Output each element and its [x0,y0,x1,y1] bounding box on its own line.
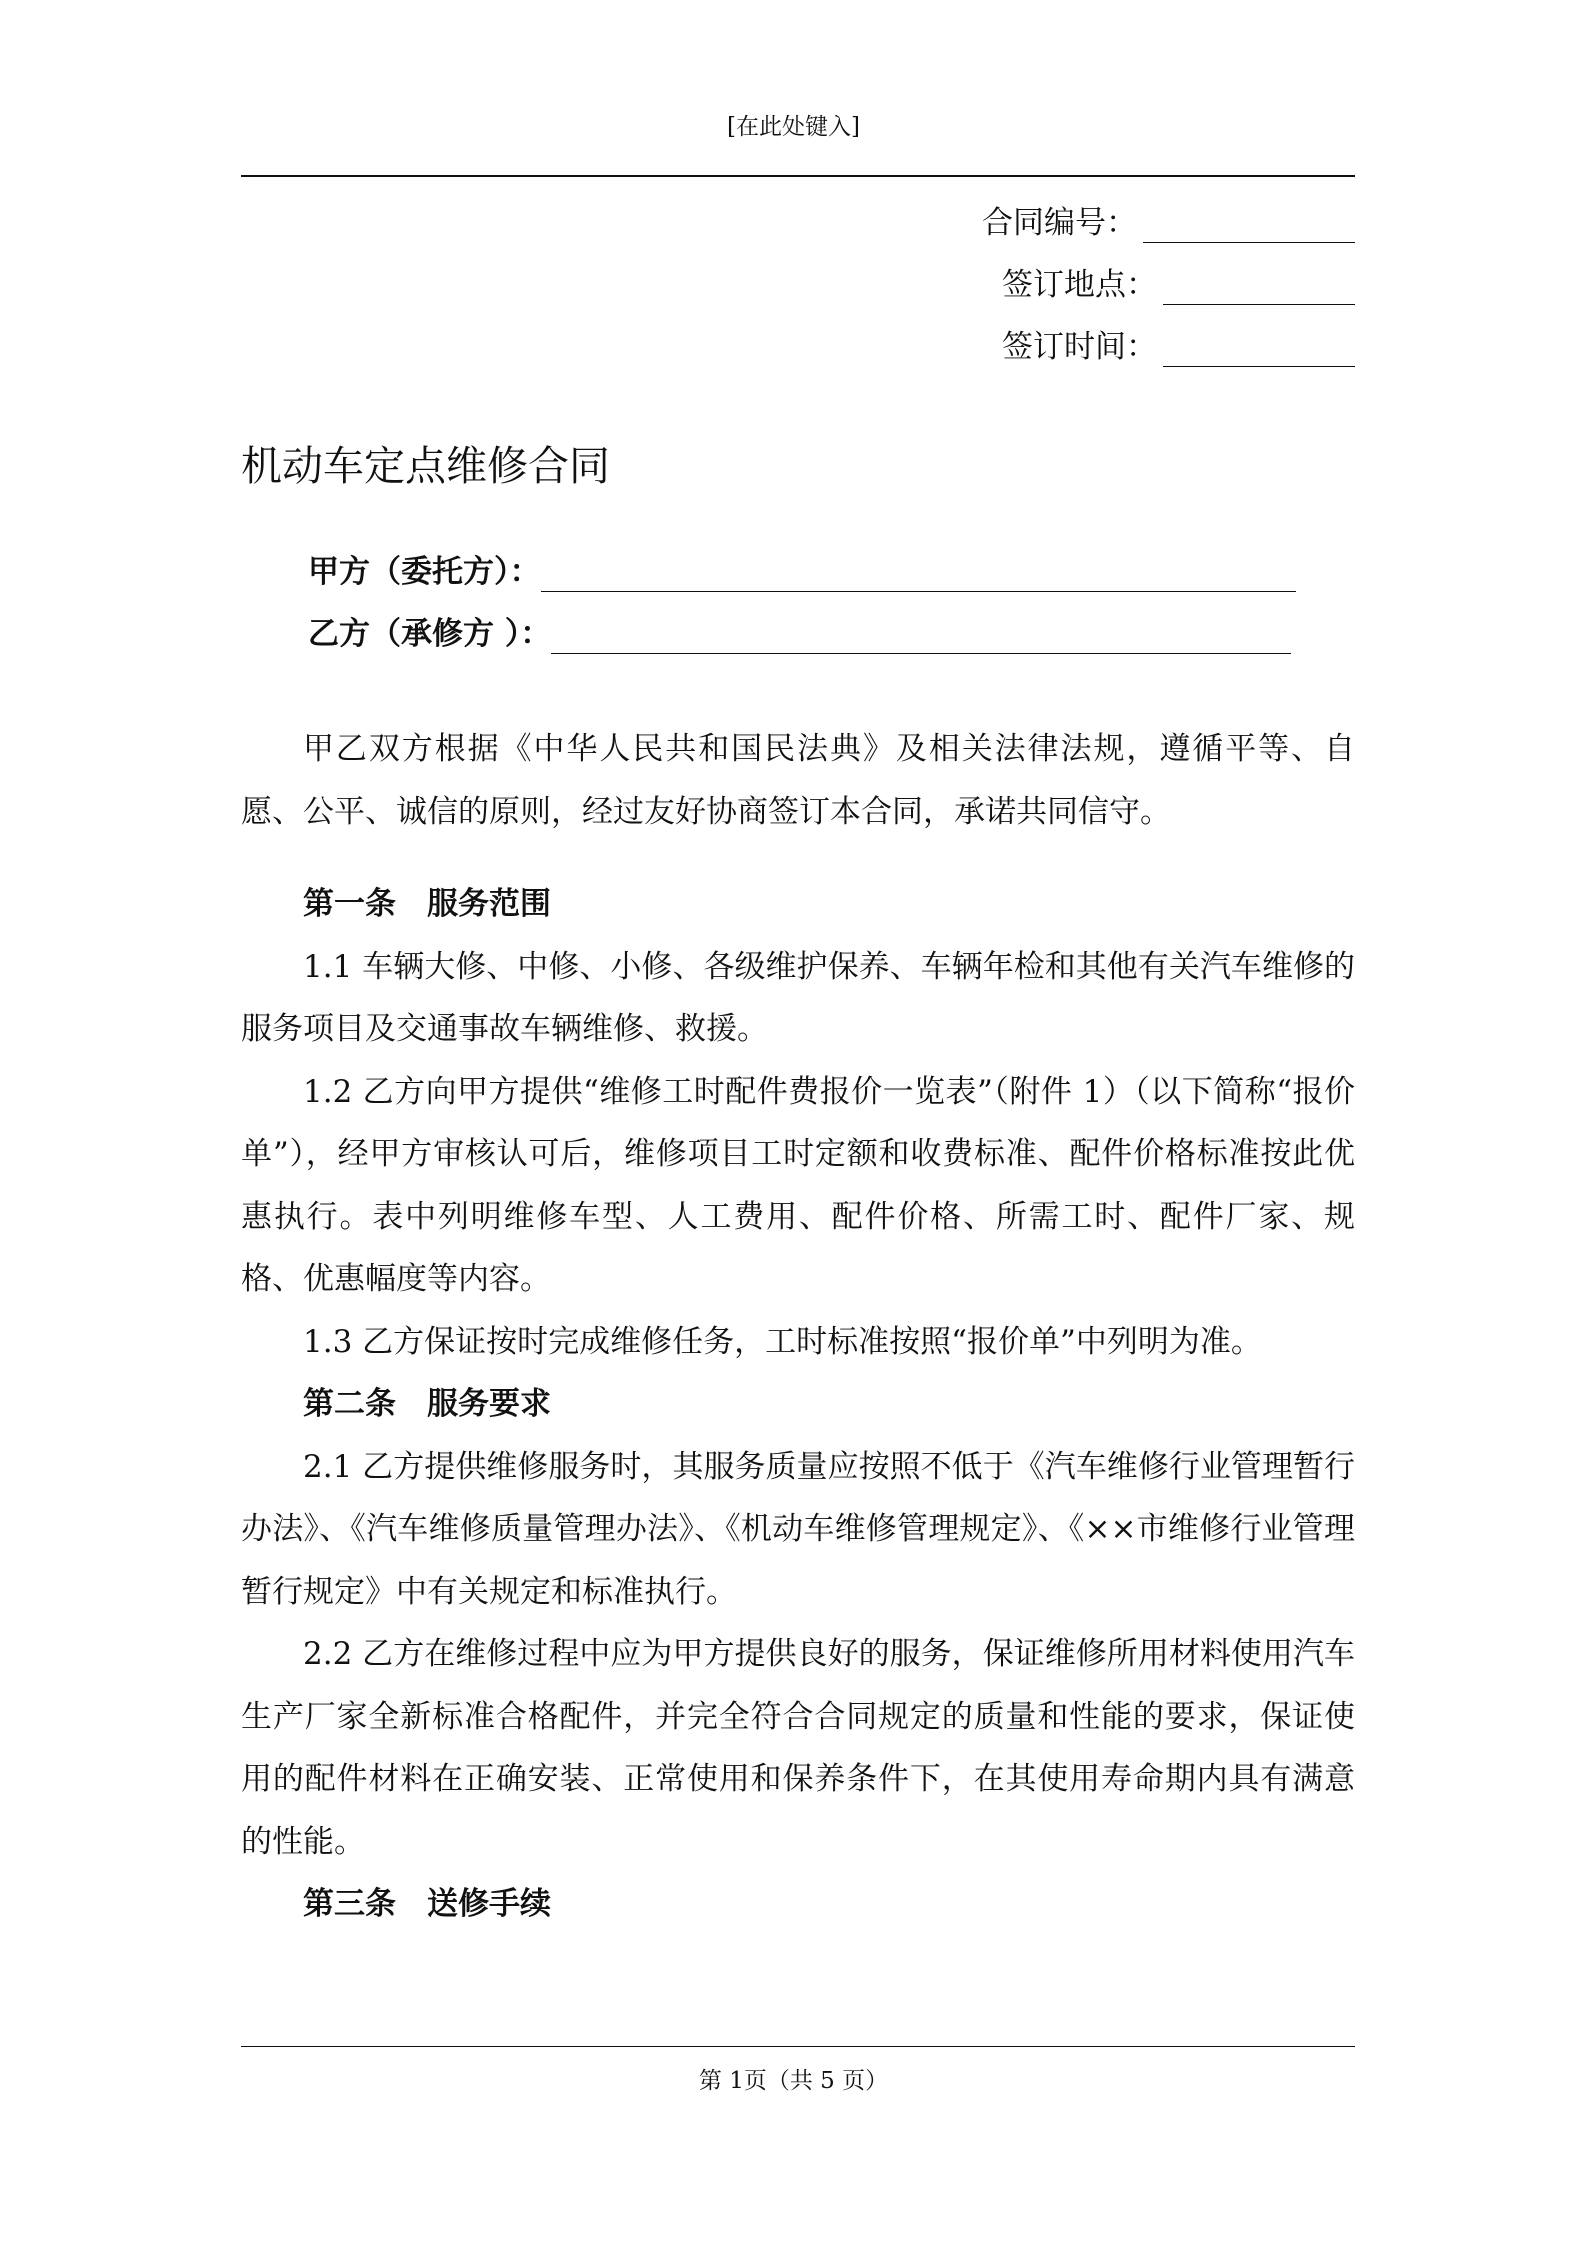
document-title: 机动车定点维修合同 [241,442,610,490]
contract-number-label: 合同编号： [982,205,1137,241]
clause-1-2: 1.2 乙方向甲方提供“维修工时配件费报价一览表”（附件 1）（以下简称“报价单”），经甲方审核认可后，维修项目工时定额和收费标准、配件价格标准按此优惠执行。表中列明维修车型、人工费用、配件价格、所需工时、配件厂家、规格、优惠幅度等内容。 [241,1073,1355,1297]
footer-divider [241,2046,1355,2047]
clause-1-1: 1.1 车辆大修、中修、小修、各级维护保养、车辆年检和其他有关汽车维修的服务项目及交通事故车辆维修、救援。 [241,948,1355,1047]
page-number: 第 1页（共 5 页） [698,2068,889,2094]
party-b-field[interactable] [551,623,1291,654]
article-1-heading: 第一条 服务范围 [303,886,551,922]
sign-place-label: 签订地点： [1002,267,1157,303]
sign-place-row [1002,265,1355,305]
party-b-row [308,614,1291,654]
article-2-heading: 第二条 服务要求 [303,1386,551,1422]
contract-body [241,718,1355,1936]
sign-time-label: 签订时间： [1002,329,1157,365]
article-3-heading: 第三条 送修手续 [303,1886,551,1922]
party-a-label: 甲方（委托方）： [308,554,541,590]
sign-time-field[interactable] [1163,336,1355,367]
contract-number-row [982,203,1355,243]
clause-2-1: 2.1 乙方提供维修服务时，其服务质量应按照不低于《汽车维修行业管理暂行办法》、《汽车维修质量管理办法》、《机动车维修管理规定》、《××市维修行业管理暂行规定》中有关规定和标准执行。 [241,1448,1355,1610]
party-a-row [308,552,1296,592]
header-placeholder[interactable]: [在此处键入] [727,114,860,140]
clause-1-3: 1.3 乙方保证按时完成维修任务，工时标准按照“报价单”中列明为准。 [303,1323,1262,1360]
party-b-label: 乙方（承修方 ）： [308,616,552,652]
sign-place-field[interactable] [1163,274,1355,305]
intro-paragraph: 甲乙双方根据《中华人民共和国民法典》及相关法律法规，遵循平等、自愿、公平、诚信的原则，经过友好协商签订本合同，承诺共同信守。 [241,731,1355,830]
clause-2-2: 2.2 乙方在维修过程中应为甲方提供良好的服务，保证维修所用材料使用汽车生产厂家全新标准合格配件，并完全符合合同规定的质量和性能的要求，保证使用的配件材料在正确安装、正常使用和保养条件下，在其使用寿命期内具有满意的性能。 [241,1636,1355,1860]
contract-number-field[interactable] [1143,212,1355,243]
party-a-field[interactable] [541,561,1296,592]
header-divider [241,175,1355,177]
sign-time-row [1002,327,1355,367]
